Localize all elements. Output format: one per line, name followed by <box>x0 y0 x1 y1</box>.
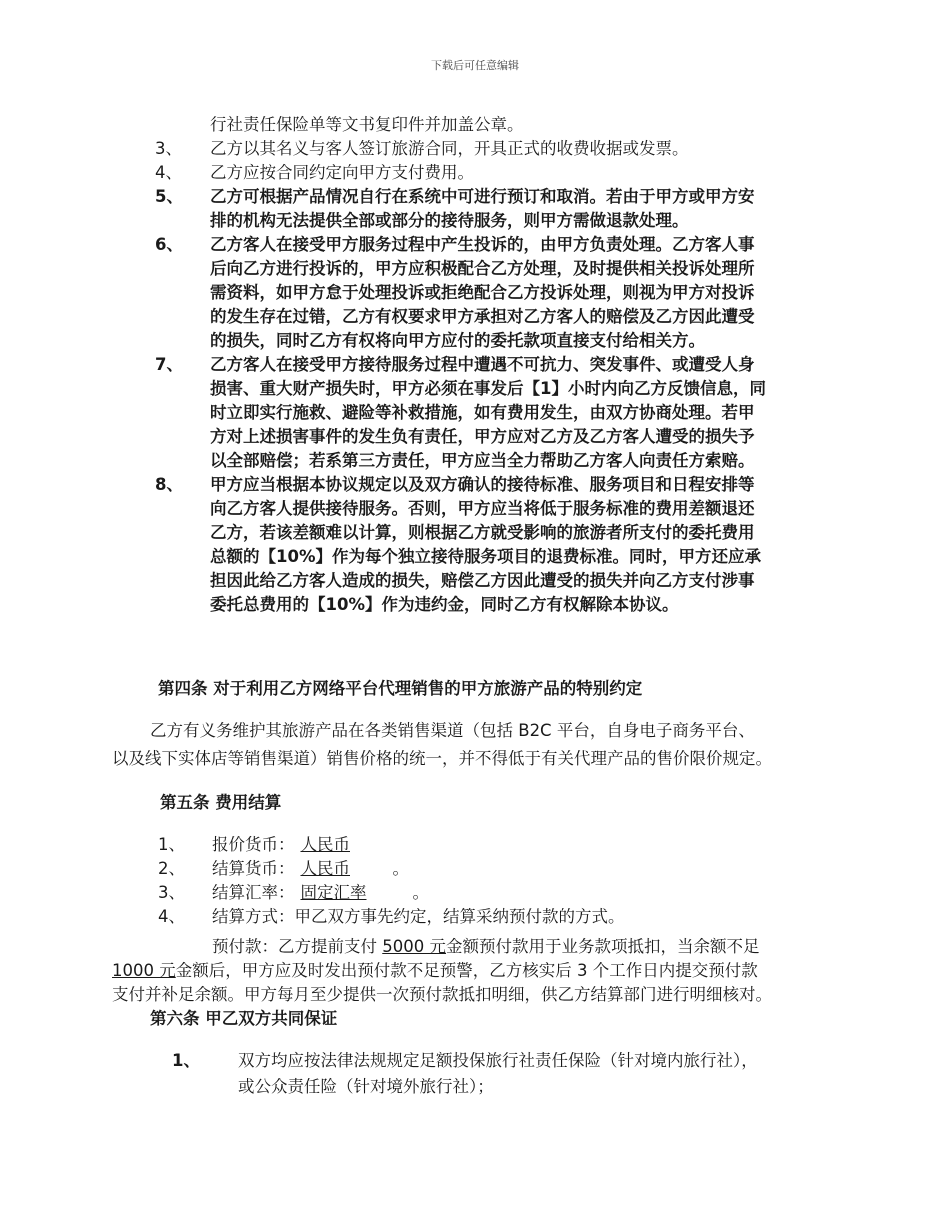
settlement-value: 人民币 <box>300 859 350 878</box>
list-item-number: 7、 <box>155 355 183 374</box>
list-item-line: 乙方可根据产品情况自行在系统中可进行预订和取消。若由于甲方或甲方安 <box>210 187 755 206</box>
list-item-line: 以全部赔偿；若系第三方责任，甲方应当全力帮助乙方客人向责任方索赔。 <box>210 451 755 470</box>
list-item-line: 乙方应按合同约定向甲方支付费用。 <box>210 163 474 182</box>
list-item-number: 8、 <box>155 475 183 494</box>
settlement-label: 报价货币： <box>212 835 295 854</box>
list-item-number: 5、 <box>155 187 183 206</box>
list-item-line: 排的机构无法提供全部或部分的接待服务，则甲方需做退款处理。 <box>210 211 689 230</box>
prepay-line2 <box>112 959 758 983</box>
prepay-line1 <box>212 935 760 959</box>
list-item-line: 需资料，如甲方怠于处理投诉或拒绝配合乙方投诉处理，则视为甲方对投诉 <box>210 283 755 302</box>
prepay-amount: 5000 元 <box>382 937 446 956</box>
article6-item-number: 1、 <box>172 1051 200 1070</box>
list-item-line: 乙方，若该差额难以计算，则根据乙方就受影响的旅游者所支付的委托费用 <box>210 523 755 542</box>
article6-item-line1: 双方均应按法律法规规定足额投保旅行社责任保险（针对境内旅行社）， <box>238 1051 758 1070</box>
article4-heading: 第四条 对于利用乙方网络平台代理销售的甲方旅游产品的特别约定 <box>158 679 643 698</box>
article5-heading: 第五条 费用结算 <box>160 793 282 812</box>
prepay-text: 金额后，甲方应及时发出预付款不足预警，乙方核实后 3 个工作日内提交预付款 <box>175 961 758 980</box>
list-item-line: 乙方客人在接受甲方接待服务过程中遭遇不可抗力、突发事件、或遭受人身 <box>210 355 755 374</box>
settlement-value: 固定汇率 <box>300 883 367 902</box>
settlement-item-number: 4、 <box>158 907 185 926</box>
prepay-line3: 支付并补足余额。甲方每月至少提供一次预付款抵扣明细，供乙方结算部门进行明细核对。 <box>112 985 772 1004</box>
settlement-tail: 。 <box>392 859 409 878</box>
list-item-number: 6、 <box>155 235 183 254</box>
list-item-line: 时立即实行施救、避险等补救措施，如有费用发生，由双方协商处理。若甲 <box>210 403 755 422</box>
settlement-item <box>212 857 409 881</box>
settlement-item-number: 3、 <box>158 883 185 902</box>
settlement-tail: 。 <box>412 883 429 902</box>
list-item-line: 甲方应当根据本协议规定以及双方确认的接待标准、服务项目和日程安排等 <box>210 475 755 494</box>
article4-paragraph-line2: 以及线下实体店等销售渠道）销售价格的统一，并不得低于有关代理产品的售价限价规定。 <box>112 749 772 768</box>
list-item-number: 4、 <box>155 163 182 182</box>
settlement-label: 结算方式：甲乙双方事先约定，结算采纳预付款的方式。 <box>212 907 625 926</box>
settlement-item <box>212 905 625 929</box>
settlement-item <box>212 881 429 905</box>
list-item-line: 委托总费用的【10%】作为违约金，同时乙方有权解除本协议。 <box>210 595 679 614</box>
article6-heading: 第六条 甲乙双方共同保证 <box>150 1009 338 1028</box>
prepay-text: 金额预付款用于业务款项抵扣，当余额不足 <box>446 937 760 956</box>
list-item-line: 总额的【10%】作为每个独立接待服务项目的退费标准。同时，甲方还应承 <box>210 547 761 566</box>
page-header-note: 下载后可任意编辑 <box>431 59 519 72</box>
list-item-line: 方对上述损害事件的发生负有责任，甲方应对乙方及乙方客人遭受的损失予 <box>210 427 755 446</box>
article6-item-line2: 或公众责任险（针对境外旅行社）； <box>238 1077 494 1096</box>
settlement-value: 人民币 <box>300 835 350 854</box>
settlement-item-number: 2、 <box>158 859 185 878</box>
settlement-item <box>212 833 393 857</box>
list-item-line: 后向乙方进行投诉的，甲方应积极配合乙方处理，及时提供相关投诉处理所 <box>210 259 755 278</box>
list-item-line: 的损失，同时乙方有权将向甲方应付的委托款项直接支付给相关方。 <box>210 331 705 350</box>
settlement-label: 结算汇率： <box>212 883 295 902</box>
list-item-line: 的发生存在过错，乙方有权要求甲方承担对乙方客人的赔偿及乙方因此遭受 <box>210 307 755 326</box>
list-item-line: 乙方客人在接受甲方服务过程中产生投诉的，由甲方负责处理。乙方客人事 <box>210 235 755 254</box>
list-item-line: 行社责任保险单等文书复印件并加盖公章。 <box>210 115 524 134</box>
settlement-label: 结算货币： <box>212 859 295 878</box>
list-item-line: 向乙方客人提供接待服务。否则，甲方应当将低于服务标准的费用差额退还 <box>210 499 755 518</box>
list-item-line: 担因此给乙方客人造成的损失，赔偿乙方因此遭受的损失并向乙方支付涉事 <box>210 571 755 590</box>
list-item-line: 乙方以其名义与客人签订旅游合同，开具正式的收费收据或发票。 <box>210 139 689 158</box>
list-item-line: 损害、重大财产损失时，甲方必须在事发后【1】小时内向乙方反馈信息，同 <box>210 379 766 398</box>
threshold-amount: 1000 元 <box>112 961 176 980</box>
settlement-item-number: 1、 <box>158 835 185 854</box>
prepay-prefix: 预付款：乙方提前支付 <box>212 937 383 956</box>
article4-paragraph-line1: 乙方有义务维护其旅游产品在各类销售渠道（包括 B2C 平台，自身电子商务平台、 <box>150 721 755 740</box>
list-item-number: 3、 <box>155 139 182 158</box>
